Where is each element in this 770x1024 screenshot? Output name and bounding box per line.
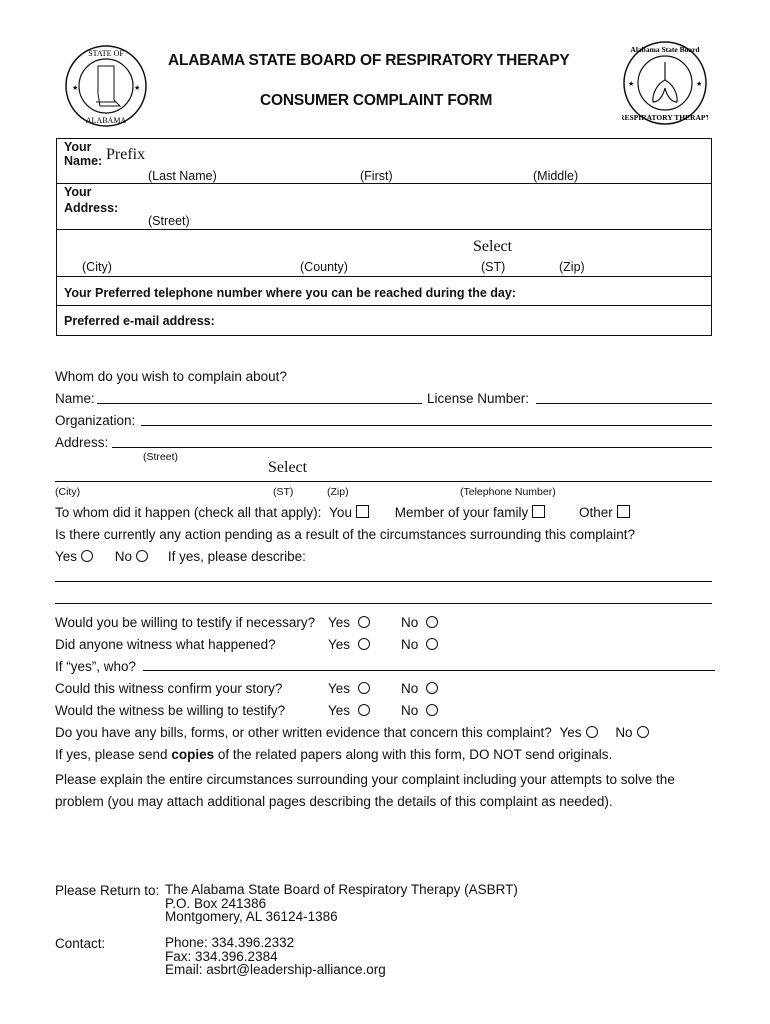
subject-telephone-caption: (Telephone Number) <box>460 486 556 498</box>
witness-testify-yes-radio[interactable] <box>358 704 370 716</box>
other-checkbox[interactable] <box>617 505 630 518</box>
evidence-row: Do you have any bills, forms, or other written evidence that concern this complaint? Yes No <box>55 725 649 740</box>
describe-line-2[interactable] <box>55 603 712 604</box>
first-name-caption: (First) <box>360 169 393 183</box>
confirm-yes-radio[interactable] <box>358 682 370 694</box>
return-address: The Alabama State Board of Respiratory Therapy (ASBRT) P.O. Box 241386 Montgomery, AL 36124-1386 <box>165 882 518 924</box>
subject-city-caption: (City) <box>55 486 81 498</box>
pending-yes-radio[interactable] <box>81 550 93 562</box>
your-name-label: Your Name: <box>64 140 103 168</box>
subject-city-line[interactable] <box>55 481 712 482</box>
phone-label: Your Preferred telephone number where you can be reached during the day: <box>64 286 516 300</box>
board-seal-logo <box>622 40 708 126</box>
subject-name-field[interactable] <box>97 403 422 404</box>
confirm-yes: Yes <box>328 681 370 696</box>
middle-name-caption: (Middle) <box>533 169 579 183</box>
contact-label: Contact: <box>55 936 106 951</box>
form-title: CONSUMER COMPLAINT FORM <box>260 92 493 109</box>
testify-no: No <box>401 615 438 630</box>
testify-question: Would you be willing to testify if necessary? <box>55 615 316 630</box>
pending-no-radio[interactable] <box>136 550 148 562</box>
email-label: Preferred e-mail address: <box>64 314 215 328</box>
pending-answer-row: Yes No If yes, please describe: <box>55 549 306 564</box>
family-checkbox[interactable] <box>532 505 545 518</box>
witness-no-radio[interactable] <box>426 638 438 650</box>
witness-question: Did anyone witness what happened? <box>55 637 276 652</box>
witness-no: No <box>401 637 438 652</box>
county-caption: (County) <box>300 260 348 274</box>
testify-yes-radio[interactable] <box>358 616 370 628</box>
license-label: License Number: <box>427 391 530 406</box>
subject-name-label: Name: <box>55 391 95 406</box>
testify-no-radio[interactable] <box>426 616 438 628</box>
state-select[interactable]: Select <box>473 238 513 255</box>
city-caption: (City) <box>82 260 112 274</box>
applicant-info-box <box>56 138 712 336</box>
send-copies-text: If yes, please send copies of the related papers along with this form, DO NOT send originals. <box>55 747 613 762</box>
svg-text:★: ★ <box>696 80 703 88</box>
last-name-caption: (Last Name) <box>148 169 217 183</box>
witness-testify-yes: Yes <box>328 703 370 718</box>
svg-text:ALABAMA: ALABAMA <box>85 116 127 125</box>
subject-street-caption: (Street) <box>143 451 179 463</box>
to-whom-row: To whom did it happen (check all that apply): You Member of your family Other <box>55 505 715 520</box>
subject-address-label: Address: <box>55 435 109 450</box>
subject-zip-caption: (Zip) <box>327 486 349 498</box>
whom-heading: Whom do you wish to complain about? <box>55 369 287 384</box>
contact-details: Phone: 334.396.2332 Fax: 334.396.2384 Email: asbrt@leadership-alliance.org <box>165 935 386 977</box>
confirm-question: Could this witness confirm your story? <box>55 681 283 696</box>
confirm-no-radio[interactable] <box>426 682 438 694</box>
you-checkbox[interactable] <box>356 505 369 518</box>
your-address-label: Your Address: <box>64 185 119 215</box>
organization-label: Organization: <box>55 413 136 428</box>
svg-text:Alabama State Board: Alabama State Board <box>630 45 700 54</box>
describe-line-1[interactable] <box>55 581 712 582</box>
state-caption: (ST) <box>481 260 506 274</box>
svg-text:★: ★ <box>628 80 635 88</box>
witness-yes: Yes <box>328 637 370 652</box>
state-seal-logo <box>64 44 148 128</box>
who-field[interactable] <box>143 670 715 671</box>
pending-question: Is there currently any action pending as a result of the circumstances surrounding this complaint? <box>55 527 636 542</box>
organization-field[interactable] <box>141 425 712 426</box>
subject-state-caption: (ST) <box>273 486 294 498</box>
explain-text: Please explain the entire circumstances surrounding your complaint including your attempts to solve the problem (you may attach additional pages describing the details of this complaint as needed). <box>55 772 675 809</box>
witness-yes-radio[interactable] <box>358 638 370 650</box>
witness-testify-question: Would the witness be willing to testify? <box>55 703 286 718</box>
subject-address-field[interactable] <box>112 447 712 448</box>
street-caption: (Street) <box>148 214 190 228</box>
evidence-yes-radio[interactable] <box>586 726 598 738</box>
evidence-no-radio[interactable] <box>637 726 649 738</box>
witness-testify-no: No <box>401 703 438 718</box>
subject-state-select[interactable]: Select <box>268 459 308 476</box>
license-field[interactable] <box>536 403 712 404</box>
witness-testify-no-radio[interactable] <box>426 704 438 716</box>
confirm-no: No <box>401 681 438 696</box>
zip-caption: (Zip) <box>559 260 585 274</box>
who-label: If “yes”, who? <box>55 659 137 674</box>
testify-yes: Yes <box>328 615 370 630</box>
svg-text:★: ★ <box>72 84 79 92</box>
prefix-field[interactable]: Prefix <box>106 146 146 163</box>
return-label: Please Return to: <box>55 883 160 898</box>
svg-text:STATE OF: STATE OF <box>88 49 124 58</box>
page-title: ALABAMA STATE BOARD OF RESPIRATORY THERAPY <box>168 52 570 69</box>
svg-text:★: ★ <box>134 84 141 92</box>
svg-text:RESPIRATORY THERAPY: RESPIRATORY THERAPY <box>622 113 708 122</box>
